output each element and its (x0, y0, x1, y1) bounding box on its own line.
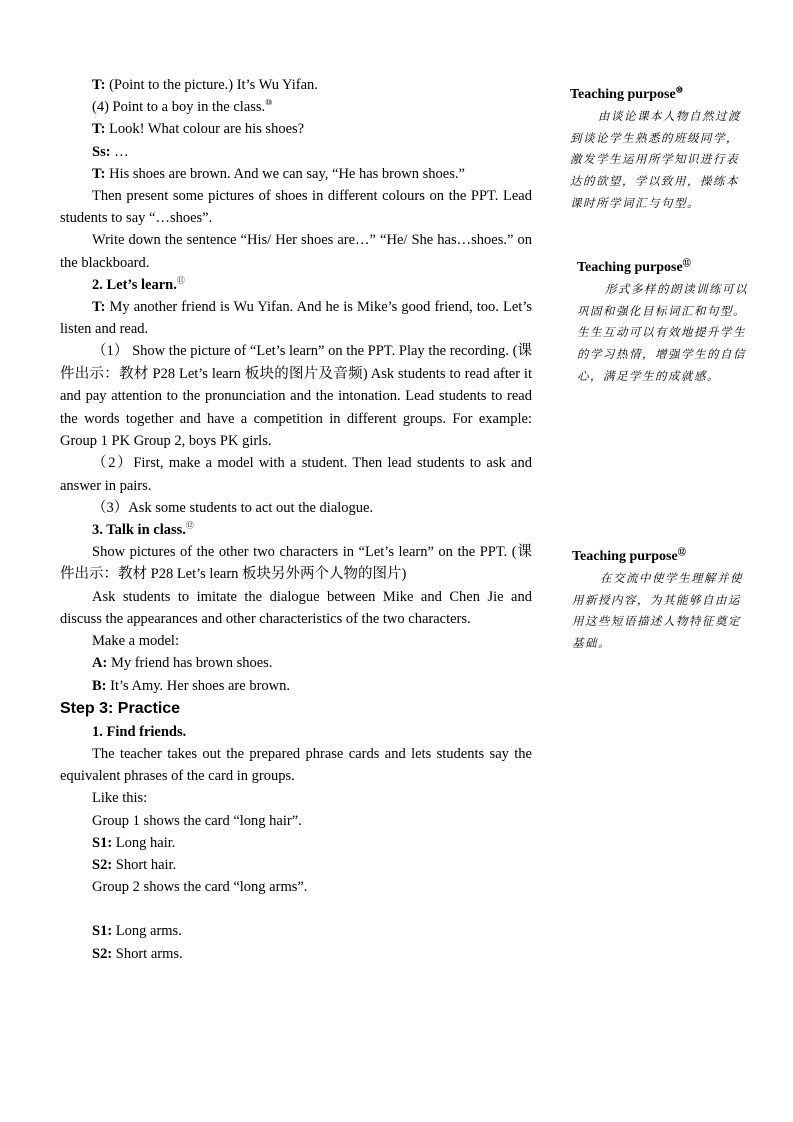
note-text: 在交流中使学生理解并使用新授内容，为其能够自由运用这些短语描述人物特征奠定基础。 (572, 570, 743, 651)
paragraph-text: Long hair. (112, 834, 176, 851)
paragraph: （1） Show the picture of “Let’s learn” on the PPT. Play the recording. (课件出示：教材 P28 Let’s learn 板块的图片及音频) Ask students to read after it and pay attention to the pronunciation and the intonation. Lead students to read the words together and have a competition in different groups. For example: Group 1 PK Group 2, boys PK girls. (60, 343, 532, 450)
footnote-marker: ⑫ (677, 547, 686, 557)
speaker-label: Ss: (92, 143, 111, 160)
step-heading: Step 3: Practice (60, 699, 181, 717)
footnote-marker: ⑩ (265, 98, 273, 108)
note-title-text: Teaching purpose (570, 87, 676, 102)
paragraph (60, 118, 532, 140)
paragraph-text: … (110, 143, 129, 160)
teaching-purpose-note (570, 84, 748, 215)
note-title (570, 84, 748, 106)
heading-text: 1. Find friends. (92, 723, 187, 740)
paragraph (60, 675, 532, 697)
speaker-label: S1: (92, 923, 113, 940)
note-title (572, 546, 746, 568)
note-text: 由谈论课本人物自然过渡到谈论学生熟悉的班级同学，激发学生运用所学知识进行表达的欲望，学以致用，操练本课时所学词汇与句型。 (570, 108, 741, 210)
paragraph-text: Short hair. (112, 856, 177, 873)
paragraph (60, 832, 532, 854)
paragraph (60, 296, 532, 340)
paragraph: Then present some pictures of shoes in different colours on the PPT. Lead students to say “…shoes”. (60, 188, 532, 227)
paragraph: The teacher takes out the prepared phrase cards and lets students say the equivalent phrases of the card in groups. (60, 745, 532, 785)
speaker-label: S1: (92, 834, 113, 851)
speaker-label: T: (92, 299, 106, 316)
paragraph: Group 1 shows the card “long hair”. (92, 812, 302, 829)
heading-text: 2. Let’s learn. (92, 276, 177, 293)
note-title-text: Teaching purpose (577, 260, 683, 275)
heading-text: 3. Talk in class. (92, 522, 186, 539)
paragraph-text: His shoes are brown. And we can say, “He has brown shoes.” (105, 165, 465, 182)
note-text: 形式多样的朗读训练可以巩固和强化目标词汇和句型。生生互动可以有效地提升学生的学习热情，增强学生的自信心，满足学生的成就感。 (577, 281, 748, 383)
section-heading (60, 519, 532, 541)
speaker-label: T: (92, 165, 106, 182)
section-heading (60, 274, 532, 296)
footnote-marker: ⑪ (176, 276, 185, 285)
speaker-label: A: (92, 655, 108, 672)
paragraph: Like this: (92, 790, 148, 807)
section-heading (60, 721, 532, 743)
paragraph: （2）First, make a model with a student. Then lead students to ask and answer in pairs. (60, 455, 532, 494)
speaker-label: S2: (92, 945, 113, 962)
lesson-plan-main (60, 74, 532, 965)
footnote-marker: ⑪ (682, 258, 691, 268)
paragraph (60, 652, 532, 674)
blank-line (60, 898, 532, 920)
paragraph: （3）Ask some students to act out the dialogue. (92, 499, 374, 516)
paragraph-text: Long arms. (112, 923, 182, 940)
paragraph-text: Short arms. (112, 945, 183, 962)
paragraph (60, 74, 532, 96)
paragraph-text: (4) Point to a boy in the class. (92, 99, 266, 116)
footnote-marker: ⑫ (185, 521, 194, 531)
speaker-label: B: (92, 677, 107, 694)
note-title (577, 257, 749, 279)
paragraph: Ask students to imitate the dialogue between Mike and Chen Jie and discuss the appearances and other characteristics of the two characters. (60, 588, 532, 627)
teaching-purpose-note (577, 257, 749, 388)
paragraph-text: My friend has brown shoes. (107, 655, 273, 672)
paragraph (60, 854, 532, 876)
paragraph: Write down the sentence “His/ Her shoes are…” “He/ She has…shoes.” on the blackboard. (60, 232, 532, 271)
paragraph (60, 920, 532, 942)
paragraph-text: It’s Amy. Her shoes are brown. (106, 677, 290, 694)
speaker-label: T: (92, 77, 106, 93)
paragraph (60, 96, 532, 118)
paragraph (60, 163, 532, 185)
footnote-marker: ⑩ (675, 85, 683, 95)
note-title-text: Teaching purpose (572, 549, 678, 564)
paragraph-text: Look! What colour are his shoes? (105, 121, 305, 138)
speaker-label: T: (92, 121, 106, 138)
speaker-label: S2: (92, 856, 113, 873)
paragraph: Show pictures of the other two characters in “Let’s learn” on the PPT. (课件出示：教材 P28 Let’s learn 板块另外两个人物的图片) (60, 544, 532, 583)
paragraph: Group 2 shows the card “long arms”. (92, 879, 308, 896)
paragraph (60, 141, 532, 163)
paragraph-text: My another friend is Wu Yifan. And he is Mike’s good friend, too. Let’s listen and read. (60, 299, 532, 338)
paragraph (60, 943, 532, 965)
paragraph: Make a model: (92, 633, 179, 650)
paragraph-text: (Point to the picture.) It’s Wu Yifan. (105, 77, 318, 93)
teaching-purpose-note (572, 546, 746, 655)
